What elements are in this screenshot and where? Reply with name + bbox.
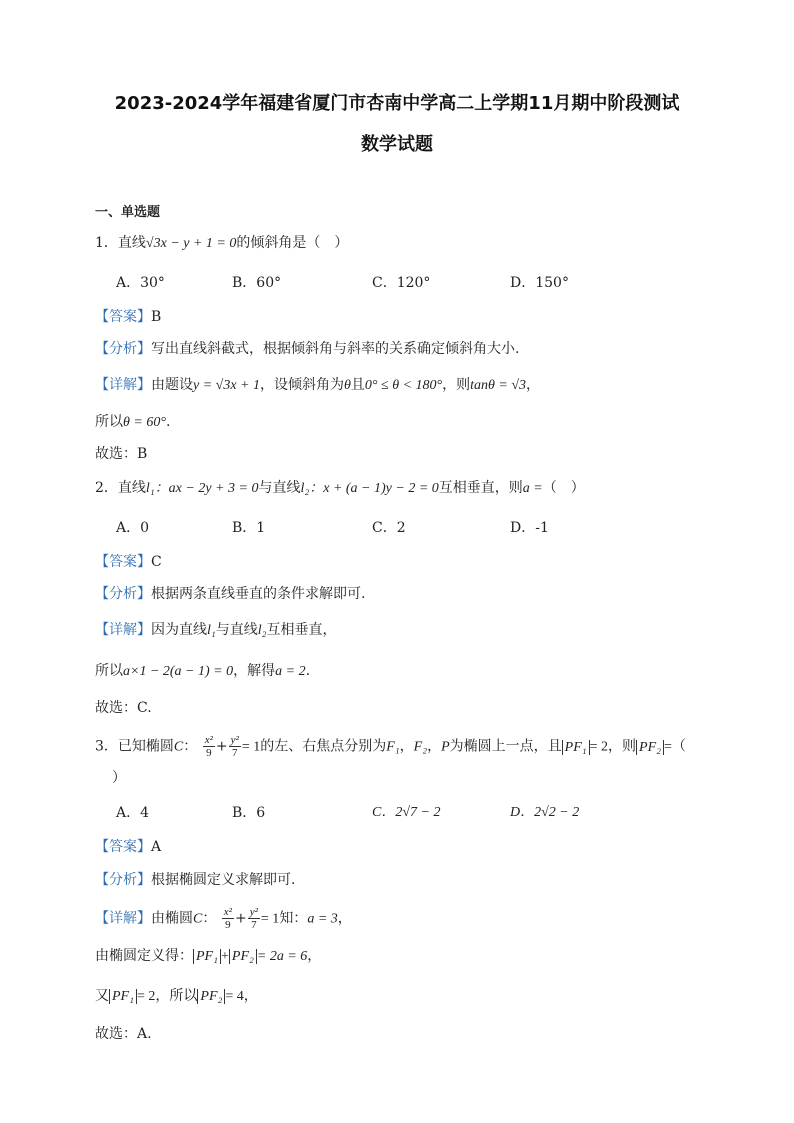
q2-option-c: C．2 xyxy=(372,520,406,536)
q3-option-c: C．2√7 − 2 xyxy=(372,805,441,820)
q3-frac-y xyxy=(229,734,241,759)
q1-analysis-text: 写出直线斜截式，根据倾斜角与斜率的关系确定倾斜角大小. xyxy=(151,341,520,357)
q1-conclusion-b: . xyxy=(165,414,171,430)
q2-detail-a: 因为直线 xyxy=(151,622,207,638)
q3-def-plus: + xyxy=(220,949,229,964)
q2-tail: （ ） xyxy=(542,480,585,496)
q3-eq3: = xyxy=(664,739,672,755)
q3-colon: ： xyxy=(183,738,198,755)
q1-detail-eq1: y = √3x + 1 xyxy=(193,378,261,393)
q1-detail-b: ，设倾斜角为 xyxy=(260,377,345,393)
q3-also-eq1: = 2 xyxy=(136,989,156,1004)
q2-conclusion-eq: a×1 − 2(a − 1) = 0 xyxy=(123,664,234,679)
section-heading: 一、单选题 xyxy=(95,205,161,220)
q3-mid3: ，则 xyxy=(608,738,637,755)
q3-mid: 的左、右焦点分别为 xyxy=(260,738,387,755)
q2-option-a: A．0 xyxy=(116,520,150,536)
answer-tag: 【答案】 xyxy=(95,554,151,570)
q2-mid: 与直线 xyxy=(258,480,301,496)
q2-detail-c: 互相垂直， xyxy=(266,622,337,638)
q2-eq1: ：ax − 2y + 3 = 0 xyxy=(154,481,259,496)
q3-option-d: D．2√2 − 2 xyxy=(510,805,580,820)
q1-answer-value: B xyxy=(151,309,162,325)
q2-var: a = xyxy=(522,481,543,496)
q3-comma: ， xyxy=(399,738,414,755)
q3-also-eq2: = 4 xyxy=(225,989,244,1004)
q2-analysis xyxy=(95,584,365,604)
q3-answer xyxy=(95,837,161,857)
q2-detail xyxy=(95,620,337,641)
q3-frac2-den: 7 xyxy=(231,747,238,759)
q1-detail-a: 由题设 xyxy=(151,377,193,393)
q1-option-c: C．120° xyxy=(372,275,431,291)
q1-detail-range: 0° ≤ θ < 180° xyxy=(364,378,443,393)
q2-detail-l1: l₁ xyxy=(207,623,216,638)
q3-detail-plus: + xyxy=(234,910,247,927)
q3-detail-a: 由椭圆 xyxy=(151,910,193,927)
q3-frac1-den: 9 xyxy=(206,747,212,759)
q3-detail-frac-x xyxy=(222,906,234,931)
q3-c: C xyxy=(173,739,184,755)
q2-option-b: B．1 xyxy=(232,520,266,536)
q3-detail-frac1-num: x² xyxy=(223,906,232,918)
q2-analysis-text: 根据两条直线垂直的条件求解即可. xyxy=(151,586,366,602)
q3-option-b: B．6 xyxy=(232,805,266,821)
q3-detail-a-eq: a = 3 xyxy=(307,911,338,927)
q3-also-end: ， xyxy=(243,988,258,1004)
q2-choose: 故选：C. xyxy=(95,700,152,716)
question-2-stem xyxy=(95,478,585,499)
q1-detail-d: ，则 xyxy=(442,377,471,393)
q3-detail-b: 知： xyxy=(279,910,308,927)
q1-equation: √3x − y + 1 = 0 xyxy=(145,236,237,251)
analysis-tag: 【分析】 xyxy=(95,341,151,357)
q1-detail-c: 且 xyxy=(350,377,365,393)
q2-conclusion-a: 所以 xyxy=(95,663,123,679)
q3-also xyxy=(95,986,258,1007)
q3-frac1-num: x² xyxy=(204,734,213,746)
q3-choose: 故选：A. xyxy=(95,1026,152,1042)
q1-prefix: 1．直线 xyxy=(95,235,146,251)
q1-answer xyxy=(95,307,161,327)
q3-answer-value: A xyxy=(151,839,162,855)
q1-choose: 故选：B xyxy=(95,446,148,462)
q3-pf2: PF₂ xyxy=(636,740,664,755)
page-title-line2: 数学试题 xyxy=(361,134,433,155)
q3-detail-frac2-den: 7 xyxy=(251,919,257,931)
q1-option-d: D．150° xyxy=(510,275,569,291)
q3-analysis xyxy=(95,870,295,890)
q3-also-b: ，所以 xyxy=(155,988,198,1004)
q1-option-b: B．60° xyxy=(232,275,282,291)
q2-l1: l₁ xyxy=(145,481,155,496)
q2-conclusion xyxy=(95,661,310,682)
q3-definition xyxy=(95,946,321,967)
q3-detail-frac2-num: y² xyxy=(249,906,258,918)
q3-analysis-text: 根据椭圆定义求解即可. xyxy=(151,872,296,888)
analysis-tag: 【分析】 xyxy=(95,586,151,602)
q3-also-pf1: PF₁ xyxy=(109,989,137,1004)
question-3-stem xyxy=(95,734,686,759)
q2-suffix: 互相垂直，则 xyxy=(438,480,523,496)
answer-tag: 【答案】 xyxy=(95,309,151,325)
q2-conclusion-b: ，解得 xyxy=(233,663,276,679)
q3-eq-tail: = 1 xyxy=(241,739,261,755)
q1-conclusion xyxy=(95,412,170,433)
q1-detail-theta: θ xyxy=(344,378,351,393)
detail-tag: 【详解】 xyxy=(95,910,151,927)
q3-detail-tail: = 1 xyxy=(260,911,280,927)
q1-detail-tan: tanθ = √3 xyxy=(470,378,527,393)
q2-option-d: D．-1 xyxy=(510,520,549,536)
q3-tail: （ xyxy=(671,738,686,755)
q2-detail-l2: l₂ xyxy=(257,623,267,638)
answer-tag: 【答案】 xyxy=(95,839,151,855)
q3-def-a: 由椭圆定义得： xyxy=(95,948,193,964)
q3-def-eq: = 2a = 6 xyxy=(256,949,308,964)
question-1-stem xyxy=(95,233,348,254)
q3-mid2: 为椭圆上一点，且 xyxy=(449,738,562,755)
q3-frac-x xyxy=(203,734,215,759)
q2-l2: l₂ xyxy=(300,481,310,496)
q3-p: P xyxy=(441,739,450,755)
q1-suffix: 的倾斜角是（ ） xyxy=(236,235,349,251)
q2-detail-b: 与直线 xyxy=(215,622,258,638)
q2-answer xyxy=(95,552,162,572)
q3-option-a: A．4 xyxy=(116,805,150,821)
q1-conclusion-a: 所以 xyxy=(95,414,123,430)
q2-conclusion-c: . xyxy=(305,663,311,679)
detail-tag: 【详解】 xyxy=(95,622,151,638)
q1-detail-e: ， xyxy=(526,377,541,393)
q3-detail xyxy=(95,906,352,931)
q3-detail-frac-y xyxy=(248,906,260,931)
page-title-line1: 2023-2024学年福建省厦门市杏南中学高二上学期11月期中阶段测试 xyxy=(114,93,680,114)
q1-detail xyxy=(95,375,540,396)
q2-answer-value: C xyxy=(151,554,162,570)
q3-comma2: ， xyxy=(427,738,442,755)
q1-option-a: A．30° xyxy=(116,275,165,291)
q3-also-a: 又 xyxy=(95,988,109,1004)
q3-detail-end: ， xyxy=(337,910,352,927)
q3-prefix: 3．已知椭圆 xyxy=(95,738,174,755)
q2-conclusion-res: a = 2 xyxy=(275,664,306,679)
detail-tag: 【详解】 xyxy=(95,377,151,393)
analysis-tag: 【分析】 xyxy=(95,872,151,888)
q3-def-pf1: PF₁ xyxy=(193,949,221,964)
q3-pf1: PF₁ xyxy=(562,740,590,755)
q2-prefix: 2．直线 xyxy=(95,480,146,496)
q3-detail-c: C xyxy=(193,911,203,927)
q2-eq2: ：x + (a − 1)y − 2 = 0 xyxy=(309,481,439,496)
q3-detail-colon: ： xyxy=(202,910,217,927)
q3-stem-close: ） xyxy=(112,770,126,786)
q3-def-end: ， xyxy=(307,948,322,964)
q3-detail-frac1-den: 9 xyxy=(225,919,231,931)
q3-frac2-num: y² xyxy=(230,734,239,746)
q3-f1: F₁ xyxy=(386,739,400,755)
q3-eq2: = 2 xyxy=(589,739,609,755)
q1-conclusion-eq: θ = 60° xyxy=(123,415,166,430)
q1-analysis xyxy=(95,339,519,359)
q3-also-pf2: PF₂ xyxy=(197,989,225,1004)
q3-plus: + xyxy=(215,738,228,755)
q3-def-pf2: PF₂ xyxy=(229,949,257,964)
q3-f2: F₂ xyxy=(413,739,428,755)
